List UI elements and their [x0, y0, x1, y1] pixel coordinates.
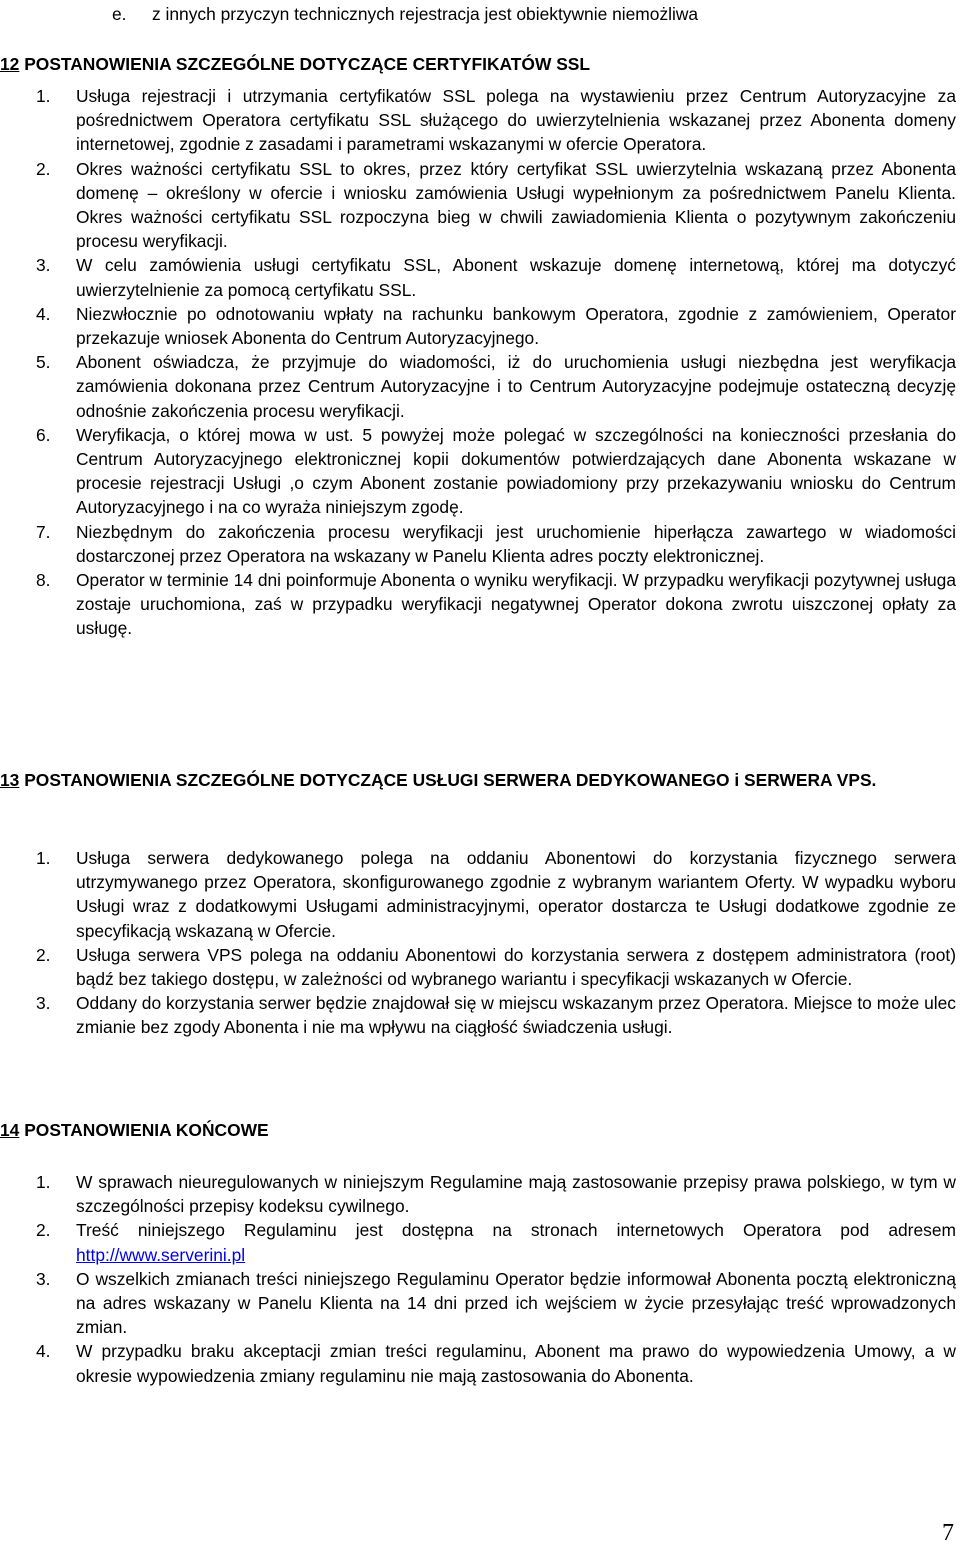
item-number: 5. [36, 352, 51, 373]
list-item [0, 943, 956, 991]
item-text: O wszelkich zmianach treści niniejszego Regulaminu Operator będzie informował Abonenta pocztą elektroniczną na adres wskazany w Panelu Klienta na 14 dni przed ich wejściem w życie przesyłając treść wprowadzonych zmian. [76, 1268, 956, 1338]
item-text: W sprawach nieuregulowanych w niniejszym Regulamine mają zastosowanie przepisy prawa polskiego, w tym w szczególności przepisy kodeksu cywilnego. [76, 1172, 956, 1217]
list-item-text: z innych przyczyn technicznych rejestracja jest obiektywnie niemożliwa [152, 4, 699, 24]
item-text: W przypadku braku akceptacji zmian treści regulaminu, Abonent ma prawo do wypowiedzenia Umowy, a w okresie wypowiedzenia zmiany regulaminu nie mają zastosowania do Abonenta. [76, 1341, 956, 1386]
section-14-list [0, 1170, 956, 1388]
section-number: 12 [0, 54, 20, 74]
section-number: 13 [0, 770, 20, 790]
item-number: 7. [36, 521, 51, 542]
item-text: Treść niniejszego Regulaminu jest dostępna na stronach internetowych Operatora pod adresem [76, 1220, 956, 1241]
item-text: Oddany do korzystania serwer będzie znajdował się w miejscu wskazanym przez Operatora. Miejsce to może ulec zmianie bez zgody Abonenta i nie ma wpływu na ciągłość świadczenia usługi. [76, 993, 956, 1038]
section-13-list [0, 846, 956, 1040]
section-12-list [0, 84, 956, 641]
list-item [0, 1170, 956, 1218]
item-text: Usługa rejestracji i utrzymania certyfikatów SSL polega na wystawieniu przez Centrum Autoryzacyjne za pośrednictwem Operatora certyfikatu SSL służącego do uwierzytelnienia wskazanej przez Abonenta domeny internetowej, zgodnie z zasadami i parametrami wskazanymi w ofercie Operatora. [76, 86, 956, 155]
website-link[interactable]: http://www.serverini.pl [76, 1244, 246, 1265]
item-text: Weryfikacja, o której mowa w ust. 5 powyżej może polegać w szczególności na konieczności przesłania do Centrum Autoryzacyjnego elektronicznej kopii dokumentów potwierdzających dane Abonenta wskazane w procesie rejestracji Usługi ,o czym Abonent zostanie powiadomiony przy przekazywaniu wniosku do Centrum Autoryzacyjnego i na co wyraża niniejszym zgodę. [76, 424, 956, 518]
item-number: 3. [36, 1268, 51, 1289]
list-item [0, 253, 956, 301]
list-item [0, 84, 956, 157]
list-item [0, 157, 956, 254]
item-text: Niezwłocznie po odnotowaniu wpłaty na rachunku bankowym Operatora, zgodnie z zamówieniem, Operator przekazuje wniosek Abonenta do Centrum Autoryzacyjnego. [76, 303, 956, 349]
section-13-heading [0, 768, 956, 792]
item-number: 1. [36, 86, 51, 106]
section-number: 14 [0, 1120, 20, 1140]
section-title: POSTANOWIENIA SZCZEGÓLNE DOTYCZĄCE CERTYFIKATÓW SSL [24, 54, 591, 74]
list-item [0, 991, 956, 1039]
item-number: 1. [36, 848, 51, 868]
item-number: 2. [36, 1220, 51, 1241]
list-item [0, 568, 956, 641]
item-text: Okres ważności certyfikatu SSL to okres, przez który certyfikat SSL uwierzytelnia wskazaną przez Abonenta domenę – określony w ofercie i wniosku zamówienia Usługi wypełnionym za pośrednictwem Panelu Klienta. Okres ważności certyfikatu SSL rozpoczyna bieg w chwili zawiadomienia Klienta o pozytywnym zakończeniu procesu weryfikacji. [76, 158, 956, 252]
item-number: 3. [36, 255, 51, 276]
section-14-heading [0, 1118, 956, 1142]
list-item [0, 1339, 956, 1387]
item-number: 2. [36, 158, 51, 179]
item-text: Usługa serwera dedykowanego polega na oddaniu Abonentowi do korzystania fizycznego serwera utrzymywanego przez Operatora, skonfigurowanego zgodnie z wybranym wariantem Oferty. W wypadku wyboru Usługi wraz z dodatkowymi Usługami administracyjnymi, operator dostarcza te Usługi dodatkowe zgodnie ze specyfikacją wskazaną w Ofercie. [76, 848, 956, 941]
item-text: W celu zamówienia usługi certyfikatu SSL, Abonent wskazuje domenę internetową, której ma dotyczyć uwierzytelnienie za pomocą certyfikatu SSL. [76, 255, 956, 300]
list-item [0, 520, 956, 568]
item-text: Abonent oświadcza, że przyjmuje do wiadomości, iż do uruchomienia usługi niezbędna jest weryfikacja zamówienia dokonana przez Centrum Autoryzacyjne i to Centrum Autoryzacyjne podejmuje ostateczną decyzję odnośnie zakończenia procesu weryfikacji. [76, 352, 956, 421]
item-number: 3. [36, 993, 51, 1014]
list-item [0, 1218, 956, 1266]
item-number: 4. [36, 303, 51, 324]
item-text: Niezbędnym do zakończenia procesu weryfikacji jest uruchomienie hiperłącza zawartego w wiadomości dostarczonej przez Operatora na wskazany w Panelu Klienta adres poczty elektronicznej. [76, 521, 956, 566]
list-item-e [112, 2, 698, 26]
item-number: 8. [36, 570, 51, 591]
page-number: 7 [942, 1520, 954, 1546]
section-title: POSTANOWIENIA SZCZEGÓLNE DOTYCZĄCE USŁUGI SERWERA DEDYKOWANEGO i SERWERA VPS. [24, 770, 877, 790]
section-12-heading [0, 52, 956, 76]
list-item [0, 423, 956, 520]
item-number: 1. [36, 1172, 51, 1192]
item-number: 6. [36, 424, 51, 445]
item-number: 2. [36, 944, 51, 965]
list-item [0, 846, 956, 943]
item-number: 4. [36, 1341, 51, 1362]
list-item [0, 350, 956, 423]
section-title: POSTANOWIENIA KOŃCOWE [24, 1120, 269, 1140]
list-item-label: e. [112, 4, 127, 24]
list-item [0, 1267, 956, 1340]
list-item [0, 302, 956, 350]
item-text: Usługa serwera VPS polega na oddaniu Abonentowi do korzystania serwera z dostępem administratora (root) bądź bez takiego dostępu, w zależności od wybranego wariantu i specyfikacji wskazanych w Ofercie. [76, 944, 956, 990]
item-text: Operator w terminie 14 dni poinformuje Abonenta o wyniku weryfikacji. W przypadku weryfikacji pozytywnej usługa zostaje uruchomiona, zaś w przypadku weryfikacji negatywnej Operator dokona zwrotu uiszczonej opłaty za usługę. [76, 570, 956, 639]
